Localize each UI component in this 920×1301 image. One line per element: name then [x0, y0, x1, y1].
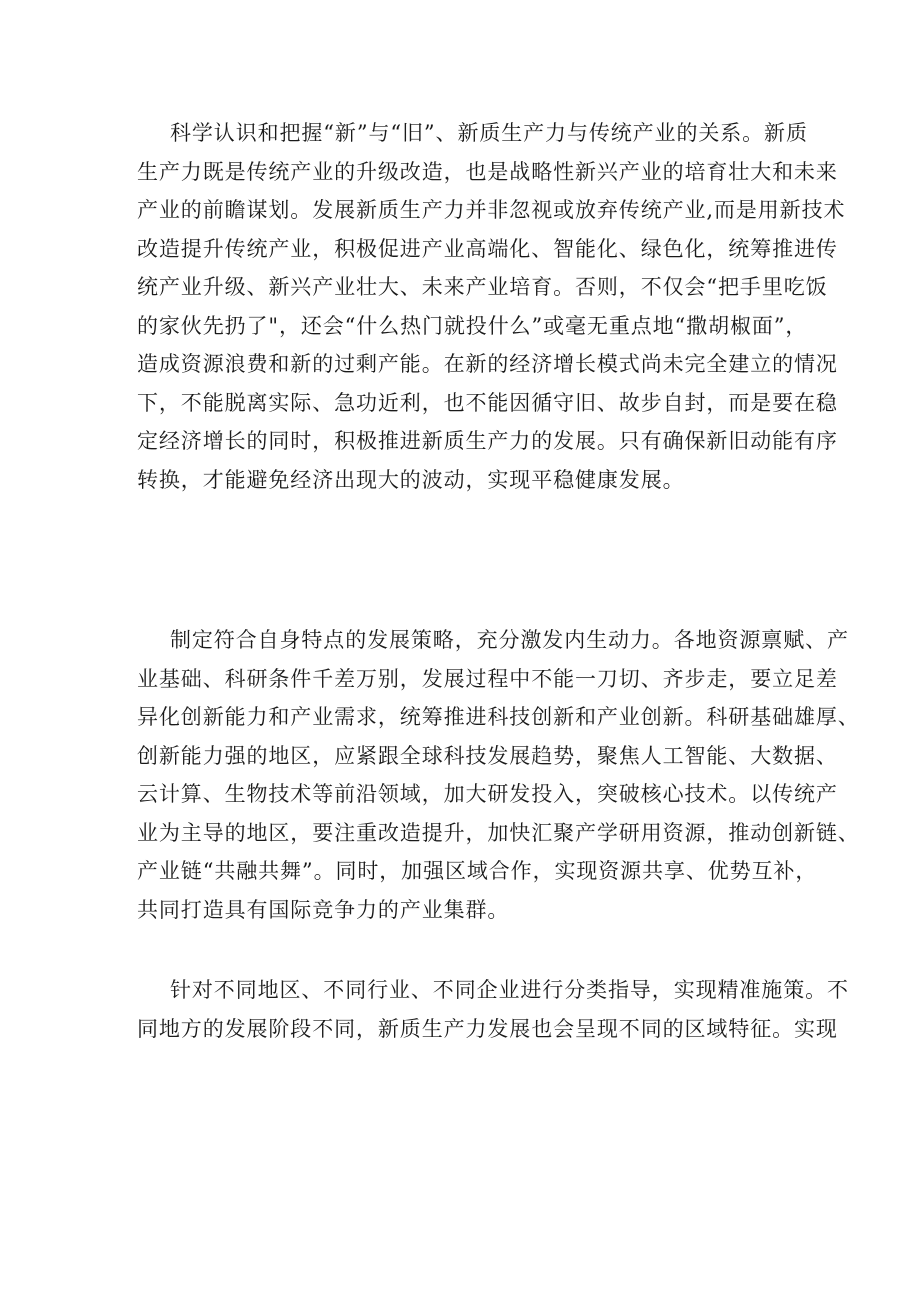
paragraph-line: 针对不同地区、不同行业、不同企业进行分类指导，实现精准施策。不 — [170, 978, 849, 1002]
paragraph-2 — [137, 621, 860, 929]
paragraph-3 — [137, 971, 849, 1048]
paragraph-line: 共同打造具有国际竞争力的产业集群。 — [137, 897, 510, 922]
paragraph-line: 造成资源浪费和新的过剩产能。在新的经济增长模式尚未完全建立的情况 — [137, 352, 838, 376]
paragraph-line: 统产业升级、新兴产业壮大、未来产业培育。否则，不仅会“把手里吃饭 — [137, 275, 828, 299]
paragraph-line: 产业的前瞻谋划。发展新质生产力并非忽视或放弃传统产业,而是用新技术 — [137, 198, 846, 222]
paragraph-line: 生产力既是传统产业的升级改造，也是战略性新兴产业的培育壮大和未来 — [137, 159, 838, 184]
paragraph-line: 同地方的发展阶段不同，新质生产力发展也会呈现不同的区域特征。实现 — [137, 1016, 838, 1041]
paragraph-line: 业基础、科研条件千差万别，发展过程中不能一刀切、齐步走，要立足差 — [137, 666, 838, 691]
paragraph-line: 科学认识和把握“新”与“旧”、新质生产力与传统产业的关系。新质 — [170, 121, 808, 145]
paragraph-line: 下，不能脱离实际、急功近利，也不能因循守旧、故步自封，而是要在稳 — [137, 390, 838, 415]
paragraph-line: 产业链“共融共舞”。同时，加强区域合作，实现资源共享、优势互补， — [137, 859, 818, 883]
paragraph-1 — [137, 114, 846, 499]
paragraph-line: 的家伙先扔了"，还会“什么热门就投什么”或毫无重点地“撒胡椒面”， — [137, 313, 808, 338]
paragraph-line: 转换，才能避免经济出现大的波动，实现平稳健康发展。 — [137, 467, 685, 492]
paragraph-line: 改造提升传统产业，积极促进产业高端化、智能化、绿色化，统筹推进传 — [137, 236, 838, 261]
paragraph-line: 创新能力强的地区，应紧跟全球科技发展趋势，聚焦人工智能、大数据、 — [137, 743, 838, 768]
paragraph-line: 制定符合自身特点的发展策略，充分激发内生动力。各地资源禀赋、产 — [170, 628, 849, 652]
paragraph-line: 云计算、生物技术等前沿领域，加大研发投入，突破核心技术。以传统产 — [137, 782, 838, 806]
paragraph-line: 定经济增长的同时，积极推进新质生产力的发展。只有确保新旧动能有序 — [137, 429, 838, 453]
paragraph-line: 业为主导的地区，要注重改造提升，加快汇聚产学研用资源，推动创新链、 — [137, 820, 860, 845]
paragraph-line: 异化创新能力和产业需求，统筹推进科技创新和产业创新。科研基础雄厚、 — [137, 705, 860, 729]
